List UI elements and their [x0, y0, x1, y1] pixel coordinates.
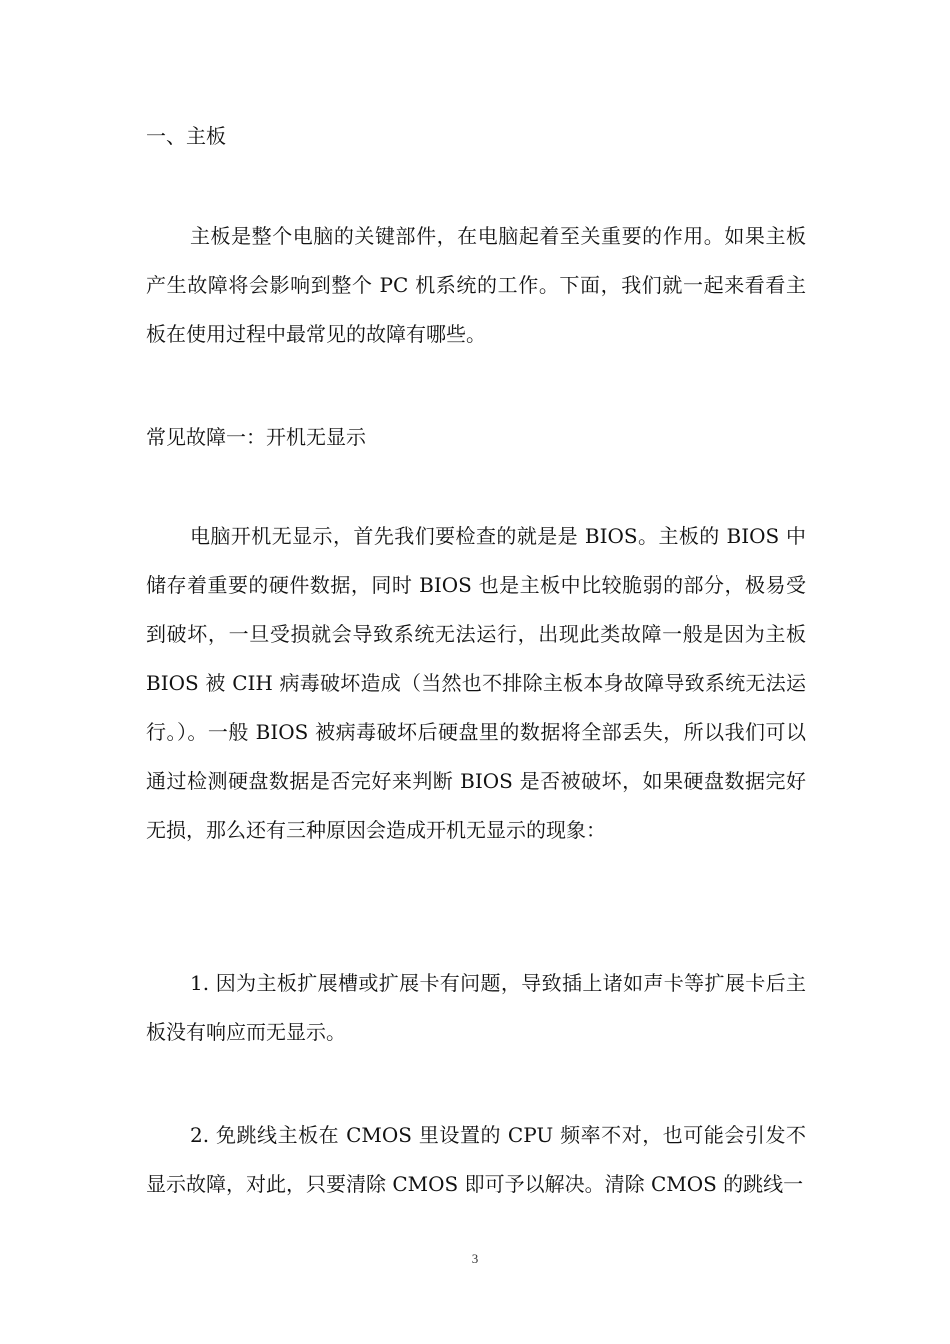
fault-title: 常见故障一：开机无显示	[146, 425, 366, 449]
section-title: 一、主板	[146, 124, 226, 148]
fault-body-paragraph: 电脑开机无显示，首先我们要检查的就是是 BIOS。主板的 BIOS 中储存着重要的硬件数据，同时 BIOS 也是主板中比较脆弱的部分，极易受到破坏，一旦受损就会导致系统无法运行，出现此类故障一般是因为主板 BIOS 被 CIH 病毒破坏造成（当然也不排除主板本身故障导致系统无法运行。）。一般 BIOS 被病毒破坏后硬盘里的数据将全部丢失，所以我们可以通过检测硬盘数据是否完好来判断 BIOS 是否被破坏，如果硬盘数据完好无损，那么还有三种原因会造成开机无显示的现象：	[146, 524, 806, 842]
list-item-2: 2. 免跳线主板在 CMOS 里设置的 CPU 频率不对，也可能会引发不显示故障，对此，只要清除 CMOS 即可予以解决。清除 CMOS 的跳线一	[146, 1123, 806, 1196]
list-item-1: 1. 因为主板扩展槽或扩展卡有问题，导致插上诸如声卡等扩展卡后主板没有响应而无显示。	[146, 971, 806, 1044]
page-number: 3	[471, 1251, 479, 1266]
intro-paragraph: 主板是整个电脑的关键部件，在电脑起着至关重要的作用。如果主板产生故障将会影响到整个 PC 机系统的工作。下面，我们就一起来看看主板在使用过程中最常见的故障有哪些。	[146, 224, 806, 346]
